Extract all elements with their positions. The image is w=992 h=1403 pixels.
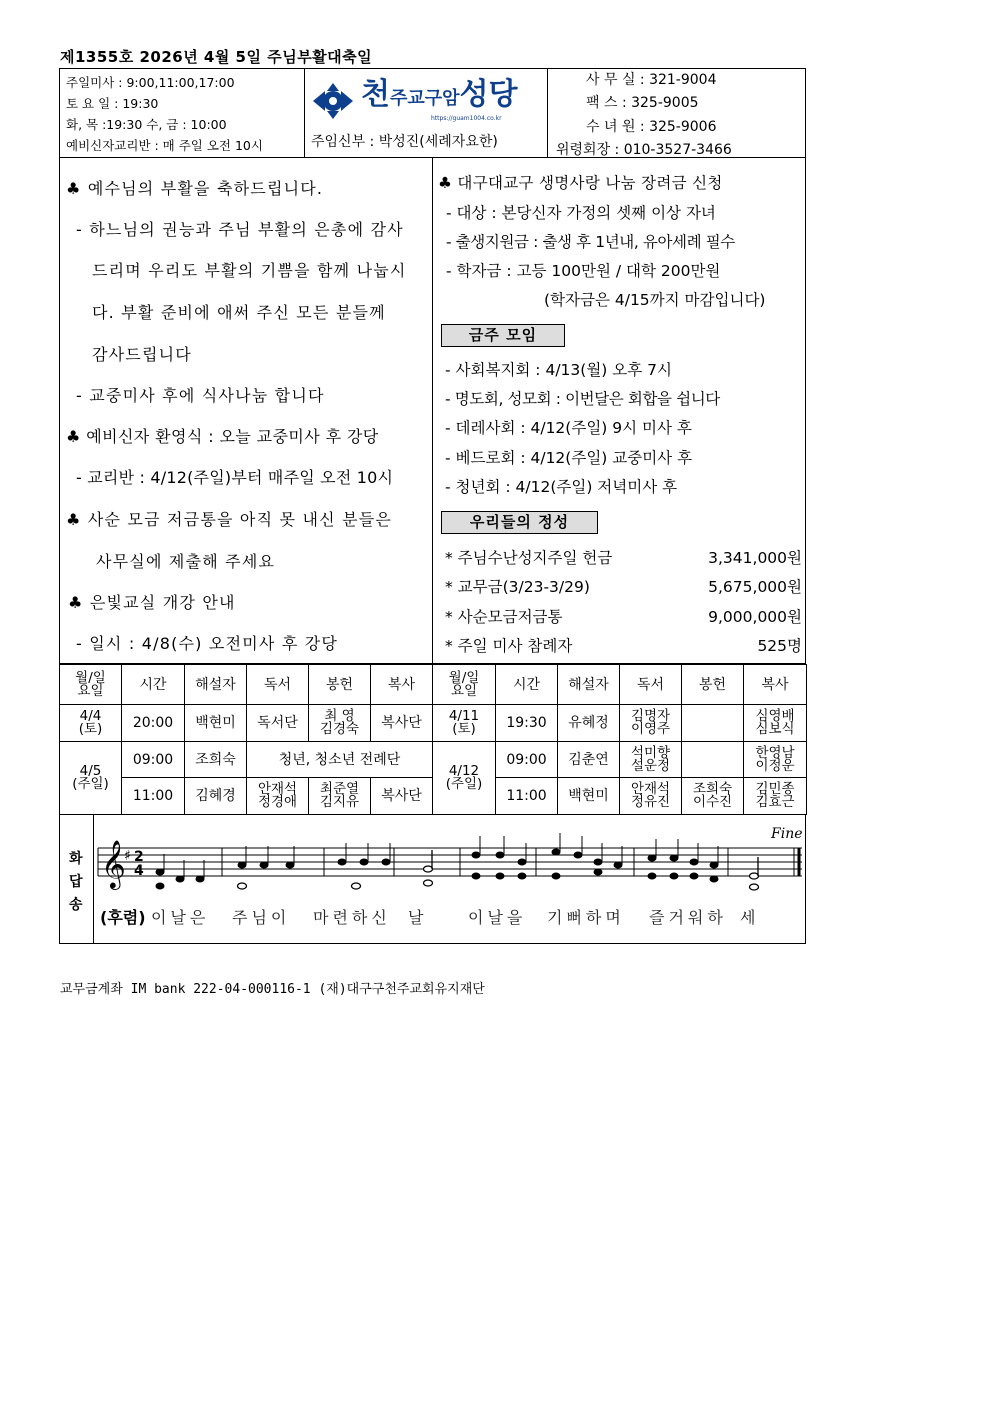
- reader-cell: 김명자 이영주: [620, 705, 682, 742]
- liturgy-schedule-table: [59, 664, 807, 815]
- time-cell: 11:00: [122, 778, 185, 815]
- parish-logo-area: [305, 69, 548, 157]
- offering-item: * 주님수난성지주일 헌금: [445, 549, 613, 567]
- meeting-line: - 명도회, 성모회 : 이번달은 회합을 쉽니다: [445, 390, 720, 408]
- time-cell: 09:00: [122, 742, 185, 778]
- meeting-line: - 사회복지회 : 4/13(월) 오후 7시: [445, 361, 672, 379]
- mass-time-line: 토 요 일 : 19:30: [66, 96, 159, 111]
- notice-section: [59, 158, 806, 664]
- lyric-word: 이날은: [151, 908, 210, 927]
- header-reader: 독서: [247, 665, 309, 705]
- fine-mark: Fine: [771, 826, 803, 842]
- header-server: 복사: [371, 665, 433, 705]
- server-cell: 김민종 김효근: [744, 778, 807, 815]
- date-cell: 4/5 (주일): [60, 742, 122, 815]
- notice-line: ♣ 은빛교실 개강 안내: [68, 593, 236, 612]
- contact-convent: 수 녀 원 : 325-9006: [586, 119, 717, 135]
- header-box: [59, 68, 806, 158]
- mass-times: [60, 69, 305, 157]
- notice-line: ♣ 예수님의 부활을 축하드립니다.: [66, 179, 324, 198]
- lyric-word: 세: [740, 908, 760, 927]
- notice-line: - 하느님의 권능과 주님 부활의 은총에 감사: [76, 220, 404, 239]
- meeting-line: - 데레사회 : 4/12(주일) 9시 미사 후: [445, 419, 692, 437]
- scholarship-line: - 학자금 : 고등 100만원 / 대학 200만원: [446, 262, 721, 280]
- commentator-cell: 김춘연: [558, 742, 620, 778]
- reader-cell: 독서단: [247, 705, 309, 742]
- offering-amount: 3,341,000원: [708, 549, 802, 567]
- treble-clef-icon: 𝄞: [101, 839, 126, 888]
- table-header-row: [60, 665, 807, 705]
- time-cell: 09:00: [496, 742, 558, 778]
- responsorial-psalm: [59, 814, 806, 944]
- svg-text:4: 4: [134, 863, 144, 879]
- bulletin-title: 제1355호 2026년 4월 5일 주님부활대축일: [60, 48, 373, 66]
- time-cell: 20:00: [122, 705, 185, 742]
- server-cell: 심영배 심보식: [744, 705, 807, 742]
- server-cell: 한영남 이정운: [744, 742, 807, 778]
- notice-line: - 교중미사 후에 식사나눔 합니다: [76, 386, 325, 405]
- svg-text:♯: ♯: [124, 848, 131, 864]
- tithe-account-info: 교무금계좌 IM bank 222-04-000116-1 (재)대구구천주교회유지재단: [60, 982, 485, 997]
- contact-fax: 팩 스 : 325-9005: [586, 95, 699, 111]
- notice-line: ♣ 예비신자 환영식 : 오늘 교중미사 후 강당: [66, 427, 379, 446]
- lyric-word: 이날을: [468, 908, 527, 927]
- scholarship-line: ♣ 대구대교구 생명사랑 나눔 장려금 신청: [438, 174, 723, 192]
- scholarship-line: - 출생지원금 : 출생 후 1년내, 유아세례 필수: [446, 233, 735, 251]
- notice-line: - 일시 : 4/8(수) 오전미사 후 강당: [76, 634, 339, 653]
- meeting-line: - 청년회 : 4/12(주일) 저녁미사 후: [445, 478, 678, 496]
- refrain-label: (후렴): [100, 908, 146, 927]
- offering-item: * 사순모금저금통: [445, 608, 563, 626]
- mass-time-line: 주일미사 : 9:00,11:00,17:00: [66, 75, 235, 90]
- notice-line: 감사드립니다: [92, 345, 192, 364]
- scholarship-line: (학자금은 4/15까지 마감입니다): [544, 291, 766, 309]
- notice-line: 다. 부활 준비에 애써 주신 모든 분들께: [92, 303, 386, 322]
- offering-amount: 525명: [757, 637, 802, 655]
- commentator-cell: 백현미: [185, 705, 247, 742]
- reader-cell: 안재석 정유진: [620, 778, 682, 815]
- server-cell: 복사단: [371, 778, 433, 815]
- header-time: 시간: [496, 665, 558, 705]
- commentator-cell: 백현미: [558, 778, 620, 815]
- contact-funeral: 위령회장 : 010-3527-3466: [556, 142, 732, 158]
- music-staff-icon: [94, 814, 806, 902]
- time-cell: 11:00: [496, 778, 558, 815]
- lyric-word: 마련하신: [313, 908, 391, 927]
- lyric-word: 즐거워하: [649, 908, 727, 927]
- table-row: [60, 705, 807, 742]
- reader-cell: 석미향 설운정: [620, 742, 682, 778]
- header-commentator: 해설자: [185, 665, 247, 705]
- scholarship-line: - 대상 : 본당신자 가정의 셋째 이상 자녀: [446, 204, 716, 222]
- server-cell: 복사단: [371, 705, 433, 742]
- offertory-cell: 최 영 김경숙: [309, 705, 371, 742]
- lyric-word: 주님이: [232, 908, 291, 927]
- notice-line: 사무실에 제출해 주세요: [96, 552, 276, 571]
- notice-line: 드리며 우리도 부활의 기쁨을 함께 나눕시: [92, 261, 407, 280]
- offering-amount: 9,000,000원: [708, 608, 802, 626]
- header-server: 복사: [744, 665, 807, 705]
- header-commentator: 해설자: [558, 665, 620, 705]
- offering-label: 우리들의 정성: [441, 511, 598, 534]
- header-offertory: 봉헌: [682, 665, 744, 705]
- offertory-cell: [682, 705, 744, 742]
- mass-time-line: 예비신자교리반 : 매 주일 오전 10시: [66, 138, 263, 153]
- date-cell: 4/11 (토): [433, 705, 496, 742]
- meeting-line: - 베드로회 : 4/12(주일) 교중미사 후: [445, 449, 693, 467]
- meetings-label: 금주 모임: [441, 324, 565, 347]
- parish-url[interactable]: https://guam1004.co.kr: [431, 115, 502, 122]
- header-offertory: 봉헌: [309, 665, 371, 705]
- offertory-cell: 조희숙 이수진: [682, 778, 744, 815]
- commentator-cell: 조희숙: [185, 742, 247, 778]
- header-date: 월/일 요일: [433, 665, 496, 705]
- column-divider: [432, 158, 433, 663]
- contact-list: [548, 69, 805, 157]
- notice-line: ♣ 사순 모금 저금통을 아직 못 내신 분들은: [66, 510, 393, 529]
- mass-time-line: 화, 목 :19:30 수, 금 : 10:00: [66, 117, 227, 132]
- reader-cell: 안재석 정경애: [247, 778, 309, 815]
- offering-amount: 5,675,000원: [708, 578, 802, 596]
- psalm-label: 화 답 송: [60, 814, 94, 943]
- parish-logo: [311, 75, 543, 127]
- commentator-cell: 유혜정: [558, 705, 620, 742]
- commentator-cell: 김혜경: [185, 778, 247, 815]
- offertory-cell: 최준열 김지유: [309, 778, 371, 815]
- lyric-word: 기뻐하며: [547, 908, 625, 927]
- parish-emblem-icon: [311, 83, 355, 119]
- offering-item: * 주일 미사 참례자: [445, 637, 573, 655]
- header-reader: 독서: [620, 665, 682, 705]
- time-cell: 19:30: [496, 705, 558, 742]
- liturgy-team-cell: 청년, 청소년 전례단: [247, 742, 433, 778]
- date-cell: 4/12 (주일): [433, 742, 496, 815]
- offertory-cell: [682, 742, 744, 778]
- offering-item: * 교무금(3/23-3/29): [445, 578, 590, 596]
- lyric-word: 날: [408, 908, 428, 927]
- parish-name: 천주교구암성당: [361, 77, 518, 112]
- svg-text:2: 2: [134, 849, 144, 865]
- notice-line: - 교리반 : 4/12(주일)부터 매주일 오전 10시: [76, 468, 394, 487]
- table-row: [60, 742, 807, 778]
- header-time: 시간: [122, 665, 185, 705]
- pastor-name: 주임신부 : 박성진(세례자요한): [311, 134, 498, 150]
- date-cell: 4/4 (토): [60, 705, 122, 742]
- contact-office: 사 무 실 : 321-9004: [586, 72, 717, 88]
- header-date: 월/일 요일: [60, 665, 122, 705]
